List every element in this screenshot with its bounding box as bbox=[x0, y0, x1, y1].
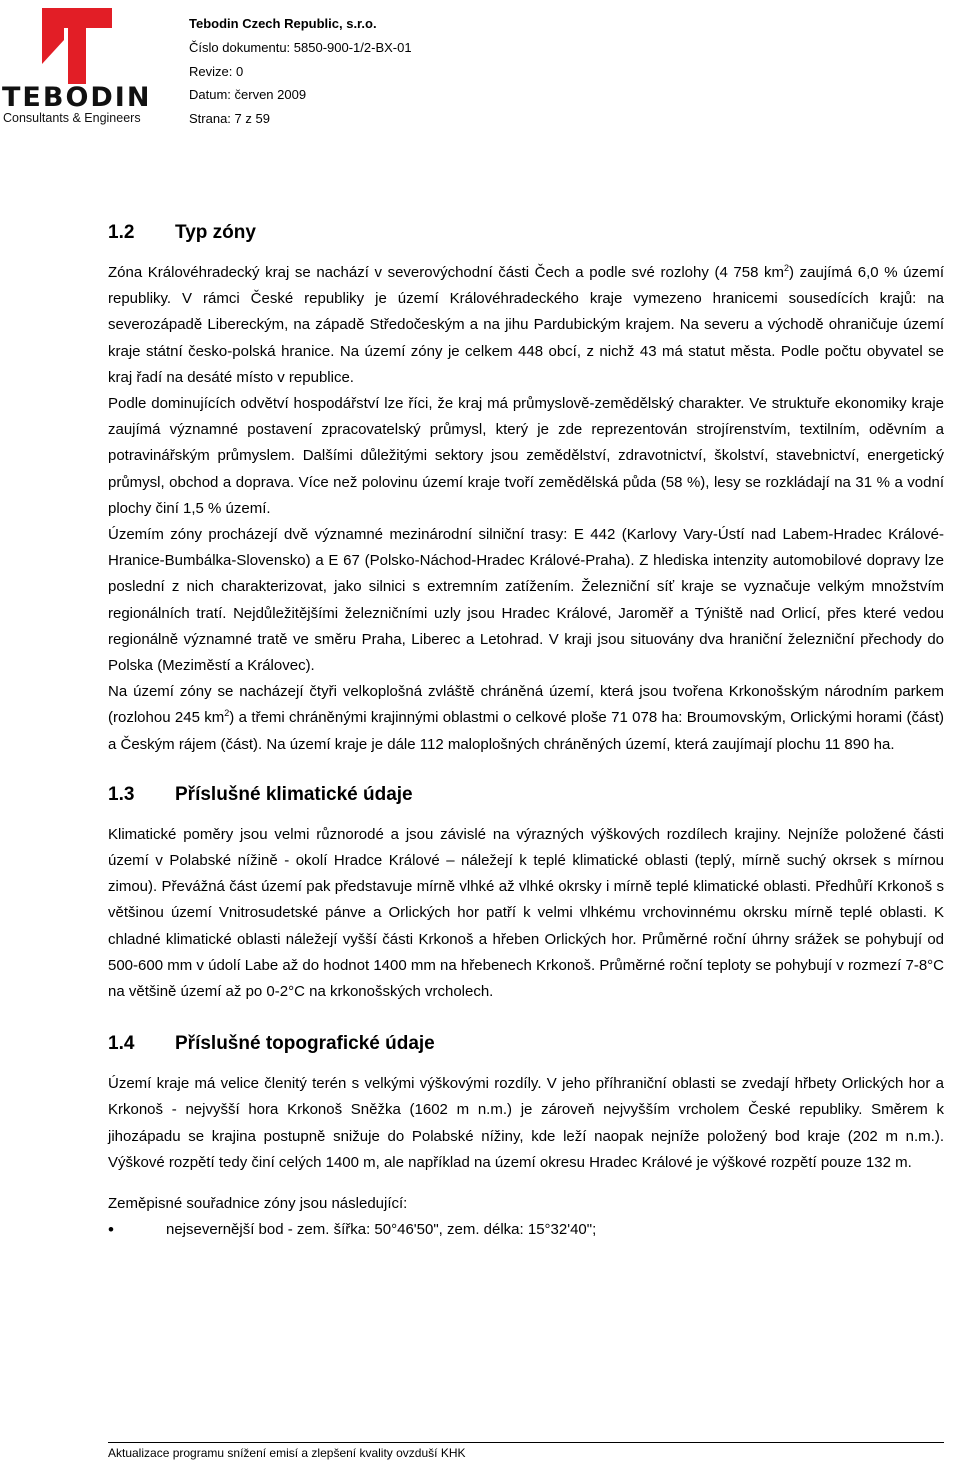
section-title: Typ zóny bbox=[175, 222, 256, 243]
text-run: Zóna Královéhradecký kraj se nachází v severovýchodní části Čech a podle své rozlohy (4 758 km bbox=[108, 264, 785, 281]
document-number: Číslo dokumentu: 5850-900-1/2-BX-01 bbox=[189, 39, 412, 55]
revision: Revize: 0 bbox=[189, 63, 244, 79]
company-name: Tebodin Czech Republic, s.r.o. bbox=[189, 16, 377, 31]
document-header bbox=[189, 12, 412, 131]
section-heading-1-2 bbox=[108, 216, 944, 250]
section-title: Příslušné klimatické údaje bbox=[175, 783, 413, 805]
list-item: • nejsevernější bod - zem. šířka: 50°46'50", zem. délka: 15°32'40"; bbox=[108, 1217, 944, 1243]
logo-tagline: Consultants & Engineers bbox=[3, 111, 141, 125]
document-body bbox=[108, 216, 944, 1243]
page-number: Strana: 7 z 59 bbox=[189, 111, 270, 127]
paragraph: Podle dominujících odvětví hospodářství lze říci, že kraj má průmyslově-zemědělský charakter. Ve struktuře ekonomiky kraje zaujímá významné postavení zpracovatelský průmysl, který je zde reprezentován strojírenstvím, textilním, oděvním a potravinářským průmyslem. Dalšími důležitými sektory jsou zemědělství, zdravotnictví, školství, stavebnictví, energetický průmysl, obchod a doprava. Více než polovinu území kraje tvoří zemědělská půda (58 %), lesy se rozkládají na 31 % a vodní plochy činí 1,5 % území. bbox=[108, 395, 944, 517]
paragraph: Zeměpisné souřadnice zóny jsou následující: bbox=[108, 1195, 408, 1213]
section-number: 1.2 bbox=[108, 222, 135, 243]
text-run: Na území zóny se nacházejí čtyři velkoplošná zvláště chráněná území, která jsou tvořena Krkonošským národním parkem (rozlohou 245 km bbox=[108, 683, 944, 727]
section-title: Příslušné topografické údaje bbox=[175, 1033, 435, 1055]
coordinates-list bbox=[108, 1217, 944, 1243]
text-run: ) zaujímá 6,0 % území republiky. V rámci České republiky je území Královéhradeckého kraje vymezeno hranicemi sousedících krajů: na severozápadě Libereckým, na západě Středočeským a na jihu Pardubickým krajem. Na severu a východě ohraničuje území kraje státní česko-polská hranice. Na území zóny je celkem 448 obcí, z nichž 43 má statut města. Podle počtu obyvatel se kraj řadí na desáté místo v republice. bbox=[108, 264, 944, 386]
page-footer: Aktualizace programu snížení emisí a zlepšení kvality ovzduší KHK bbox=[108, 1442, 944, 1460]
superscript: 2 bbox=[784, 263, 790, 273]
paragraph bbox=[108, 260, 944, 391]
logo-wordmark: TEBODIN bbox=[2, 82, 152, 113]
section-number: 1.4 bbox=[108, 1033, 135, 1055]
paragraph: Klimatické poměry jsou velmi různorodé a jsou závislé na výrazných výškových rozdílech krajiny. Nejníže položené části území v Polabské nížině - okolí Hradce Králové – náležejí k teplé klimatické oblasti (teplý, mírně suchý okrsek s mírnou zimou). Převážná část území pak představuje mírně vlhké až vlhké okrsky i mírně teplé klimatické oblasti. Předhůří Krkonoš s většinou území Vnitrosudetské pánve a Orlických hor patří k velmi vlhkému vrchovinnému okrsku mírně teplé oblasti. K chladné klimatické oblasti náležejí vyšší části Krkonoš a hřeben Orlických hor. Průměrné roční úhrny srážek se pohybují od 500-600 mm v údolí Labe až do hodnot 1400 mm na hřebenech Krkonoš. Průměrné roční teploty se pohybují v rozmezí 7-8°C na většině území až po 0-2°C na krkonošských vrcholech. bbox=[108, 825, 944, 1001]
section-number: 1.3 bbox=[108, 783, 135, 805]
section-heading-1-4 bbox=[108, 1027, 944, 1061]
tebodin-logo bbox=[0, 0, 160, 130]
text-run: ) a třemi chráněnými krajinnými oblastmi o celkové ploše 71 078 ha: Broumovským, Orlickými horami (část) a Českým rájem (část). Na území kraje je dále 112 maloplošných chráněných území, která zaujímají plochu 11 890 ha. bbox=[108, 709, 944, 753]
tebodin-t-mark-icon bbox=[0, 0, 160, 84]
section-heading-1-3 bbox=[108, 778, 944, 812]
paragraph bbox=[108, 679, 944, 758]
paragraph: Územím zóny procházejí dvě významné mezinárodní silniční trasy: E 442 (Karlovy Vary-Ústí nad Labem-Hradec Králové-Hranice-Bumbálka-Slovensko) a E 67 (Polsko-Náchod-Hradec Králové-Praha). Z hlediska intenzity automobilové dopravy lze poslední z nich charakterizovat, jako silnici s extremním zatížením. Železniční síť kraje se vyznačuje velkým množstvím regionálních tratí. Nejdůležitějšími železničními uzly jsou Hradec Králové, Jaroměř a Týniště nad Orlicí, přes které vedou regionálně významné tratě ve směru Praha, Liberec a Letohrad. V kraji jsou situovány dva hraniční železniční přechody do Polska (Meziměstí a Královec). bbox=[108, 526, 944, 675]
superscript: 2 bbox=[224, 708, 230, 719]
paragraph: Území kraje má velice členitý terén s velkými výškovými rozdíly. V jeho příhraniční oblasti se zvedají hřbety Orlických hor a Krkonoš - nejvyšší hora Krkonoš Sněžka (1602 m n.m.) je zároveň nejvyšším vrcholem České republiky. Směrem k jihozápadu se krajina postupně snižuje do Polabské nížiny, kde leží naopak nejníže položený bod kraje (202 m n.m.). Výškové rozpětí tedy činí celých 1400 m, ale například na území okresu Hradec Králové je výškové rozpětí pouze 132 m. bbox=[108, 1075, 944, 1171]
document-date: Datum: červen 2009 bbox=[189, 87, 307, 103]
